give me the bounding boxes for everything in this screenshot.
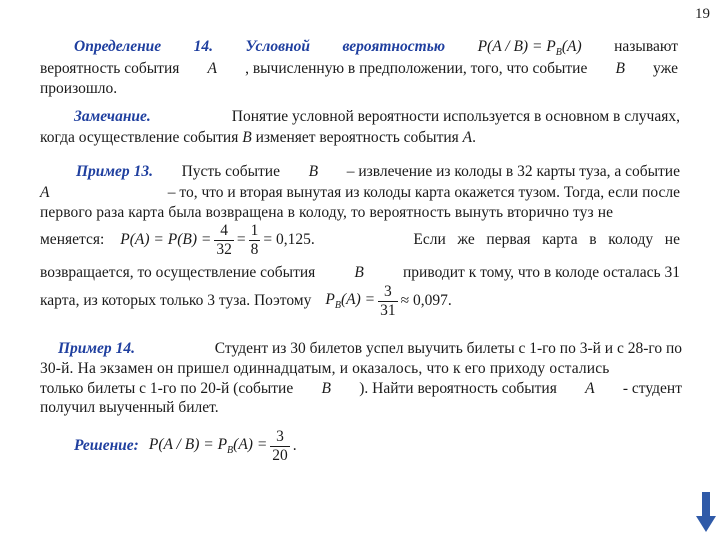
example13-line-6: карта, из которых только 3 туза. Поэтому $P_B(A)$ = $\frac{3}{31}$ ≈ 0,097. xyxy=(40,283,452,319)
definition-line-3: произошло. xyxy=(40,80,118,97)
definition-formula: $P(A / B) = P_B(A)$ xyxy=(477,38,582,59)
definition-label: Определение xyxy=(74,38,162,55)
example14-label: Пример 14. xyxy=(58,340,135,357)
example13-line-2: A – то, что и вторая вынутая из колоды карта окажется тузом. Тогда, если после xyxy=(40,184,680,201)
definition-word-named: называют xyxy=(614,38,678,55)
formula-pb-a: $P_B(A)$ = xyxy=(325,291,376,312)
remark-line-1: Замечание. Понятие условной вероятности используется в основном в случаях, xyxy=(74,108,680,125)
page-number: 19 xyxy=(695,6,710,22)
fraction-4-32: $\frac{4}{32}$ xyxy=(216,222,232,258)
definition-term-word2: вероятностью xyxy=(342,38,446,55)
example13-line-3: первого раза карта была возвращена в колоду, то вероятность вынуть вторично туз не xyxy=(40,204,614,221)
example13-line-5: возвращается, то осуществление события B приводит к тому, что в колоде осталась 31 xyxy=(40,264,680,281)
example14-line-2: 30-й. На экзамен он пришел одиннадцатым, и оказалось, что к его приходу остались xyxy=(40,360,610,377)
definition-term-word1: Условной xyxy=(245,38,311,55)
remark-line-2: когда осуществление события B изменяет вероятность события A. xyxy=(40,129,476,146)
remark-label: Замечание. xyxy=(74,108,151,125)
solution-label: Решение: xyxy=(74,437,139,455)
solution-line: Решение: $P(A / B) = P_B(A)$ = $\frac{3}{20}$ . xyxy=(74,428,297,464)
definition-number: 14. xyxy=(193,38,214,55)
down-arrow-icon[interactable] xyxy=(696,492,716,532)
formula-p-a: P(A) = P(B) = xyxy=(120,231,212,249)
example14-line-3: только билеты с 1-го по 20-й (событие B ). Найти вероятность события A - студент xyxy=(40,380,682,397)
example14-line-4: получил выученный билет. xyxy=(40,399,219,416)
example14-line-1: Пример 14. Студент из 30 билетов успел выучить билеты с 1-го по 3-й и с 28-го по xyxy=(58,340,682,357)
fraction-1-8: $\frac{1}{8}$ xyxy=(250,222,259,258)
example13-line-1: Пример 13. Пусть событие B – извлечение из колоды в 32 карты туза, а событие xyxy=(76,163,680,180)
fraction-3-20: $\frac{3}{20}$ xyxy=(272,428,288,464)
example13-line-4: меняется: P(A) = P(B) = $\frac{4}{32}$ = $\frac{1}{8}$ = 0,125. Если же первая карта в колоду не xyxy=(40,222,680,258)
fraction-3-31: $\frac{3}{31}$ xyxy=(380,283,396,319)
definition-line-1 xyxy=(74,38,678,58)
example13-label: Пример 13. xyxy=(76,163,153,180)
definition-line-2: вероятность события A , вычисленную в предположении, того, что событие B уже xyxy=(40,60,678,77)
solution-formula: $P(A / B) = P_B(A)$ = xyxy=(148,436,268,457)
